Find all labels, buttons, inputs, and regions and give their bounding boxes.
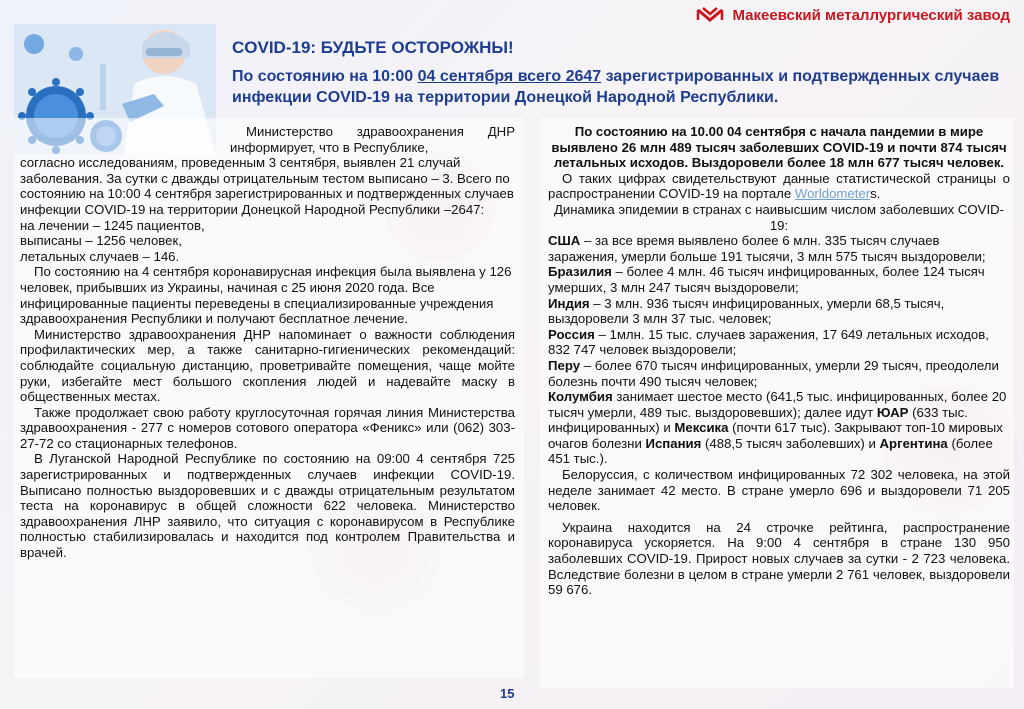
belarus-paragraph: Белоруссия, с количеством инфицированных 72 302 человека, на этой неделе занимает 42 место. В стране умерло 696 и выздоровели 71 205 человек.: [548, 467, 1010, 514]
country-stats: (более 451 тыс.).: [548, 435, 993, 467]
country-name: Перу: [548, 357, 581, 373]
page-number: 15: [500, 686, 515, 701]
country-stats: (633 тыс. инфицированных) и: [548, 404, 968, 436]
country-name: Россия: [548, 326, 595, 342]
country-name: Аргентина: [879, 435, 948, 451]
country-russia: [548, 327, 1010, 358]
country-stats: (488,5 тысяч заболевших) и: [701, 435, 880, 451]
dynamics-heading: Динамика эпидемии в странах с наивысшим числом заболевших COVID-19:: [553, 201, 1005, 233]
country-name: Испания: [645, 435, 702, 451]
hotline-paragraph: Также продолжает свою работу круглосуточная горячая линия Министерства здравоохранения - 277 с номеров сотового оператора «Феникс» или (062) 303-27-72 со стационарных телефонов.: [20, 404, 515, 451]
header-block: [232, 38, 1012, 108]
country-name: Мексика: [674, 420, 729, 436]
stat-in-treatment: на лечении – 1245 пациентов,: [20, 217, 205, 233]
source-text: О таких цифрах свидетельствуют данные статистической страницы о распространении COVID-19 на портале: [548, 170, 1010, 202]
country-colombia-and-others: [548, 389, 1010, 467]
right-column: [548, 124, 1010, 598]
page-subtitle: [232, 66, 1012, 108]
country-stats: – 3 млн. 936 тысяч инфицированных, умерли 68,5 тысяч, выздоровели 3 млн 37 тыс. человек;: [548, 295, 945, 327]
subtitle-text: зарегистрированных и подтвержденных случаев инфекции COVID-19 на территории Донецкой Народной Республики.: [232, 68, 1000, 106]
country-name: ЮАР: [876, 404, 909, 420]
worldometers-link[interactable]: Worldometer: [794, 186, 871, 202]
ukraine-arrivals-paragraph: По состоянию на 4 сентября коронавирусная инфекция была выявлена у 126 человек, прибывших из Украины, начиная с 25 июня 2020 года. Все инфицированные пациенты переведены в специализированные учреждения здравоохранения Республики и получают бесплатное лечение.: [20, 264, 512, 327]
prevention-paragraph: Министерство здравоохранения ДНР напоминает о важности соблюдения профилактических мер, а также санитарно-гигиенических рекомендаций: соблюдайте социальную дистанцию, проветривайте помещения, чаще мойте руки, избегайте мест большого скопления людей и надевайте маску в общественных местах.: [20, 326, 515, 405]
country-name: Бразилия: [548, 264, 612, 280]
page-title: COVID-19: БУДЬТЕ ОСТОРОЖНЫ!: [232, 38, 514, 57]
world-stats-lead: По состоянию на 10.00 04 сентября с начала пандемии в мире выявлено 26 млн 489 тысяч заболевших COVID-19 и почти 874 тысяч летальных исходов. Выздоровели более 18 млн 677 тысяч человек.: [551, 124, 1007, 171]
stat-discharged: выписаны – 1256 человек,: [20, 233, 182, 249]
country-india: [548, 296, 1010, 327]
lpr-paragraph: В Луганской Народной Республике по состоянию на 09:00 4 сентября 725 зарегистрированных и подтвержденных случаев инфекции COVID-19. Выписано полностью выздоровевших и с дважды отрицательным результатом теста на коронавирус в общей сложности 622 человека. Министерство здравоохранения ЛНР заявило, что ситуация с коронавирусом в Республике полностью стабилизировалась и находится под контролем Правительства и врачей.: [20, 451, 515, 561]
country-usa: [548, 233, 1010, 264]
source-paragraph: [548, 171, 1010, 202]
company-logo-icon: [696, 4, 724, 26]
company-logo: [696, 4, 1010, 26]
ukraine-paragraph: Украина находится на 24 строчке рейтинга, распространение коронавируса ускоряется. На 9:00 4 сентября в стране 130 950 заболевших COVID-19. Прирост новых случаев за сутки - 2 723 человека. Вследствие болезни в целом в стране умерли 2 761 человек, выздоровели 59 676.: [548, 519, 1010, 598]
country-name: Индия: [548, 295, 590, 311]
country-brazil: [548, 264, 1010, 295]
dpr-ministry-paragraph: согласно исследованиям, проведенным 3 сентября, выявлен 21 случай заболевания. За сутки с дважды отрицательным тестом выписано – 3. Всего по состоянию на 10:00 4 сентября зарегистрированных и подтвержденных случаев инфекции COVID-19 на территории Донецкой Народной Республики –2647:: [20, 155, 514, 217]
country-stats: – более 4 млн. 46 тысяч инфицированных, более 124 тысяч умерших, 3 млн 247 тысяч выздоровели;: [548, 264, 985, 295]
source-text: s.: [870, 186, 881, 202]
country-stats: – 1млн. 15 тыс. случаев заражения, 17 649 летальных исходов, 832 747 человек выздоровели;: [548, 326, 989, 358]
left-column: [20, 124, 515, 561]
subtitle-text: По состоянию на 10:00: [232, 68, 418, 85]
country-stats: занимает шестое место (641,5 тыс. инфицированных, более 20 тысяч умерли, 489 тыс. выздоровевших); далее идут: [548, 389, 1007, 420]
stat-deaths: летальных случаев – 146.: [20, 248, 180, 264]
country-name: Колумбия: [548, 389, 613, 405]
dpr-ministry-paragraph-intro: Министерство здравоохранения ДНР информирует, что в Республике,: [230, 124, 515, 155]
country-stats: – за все время выявлено более 6 млн. 335 тысяч случаев заражения, умерли больше 191 тысячи, 3 млн 575 тысяч выздоровели;: [548, 233, 986, 264]
country-stats: – более 670 тысяч инфицированных, умерли 29 тысяч, преодолели болезнь почти 490 тысяч человек;: [548, 357, 999, 389]
country-name: США: [548, 233, 581, 249]
country-peru: [548, 358, 1010, 389]
country-stats: (почти 617 тыс). Закрывают топ-10 мировых очагов болезни: [548, 420, 1003, 451]
subtitle-highlight: 04 сентября всего 2647: [417, 68, 602, 85]
company-name: Макеевский металлургический завод: [732, 6, 1010, 24]
